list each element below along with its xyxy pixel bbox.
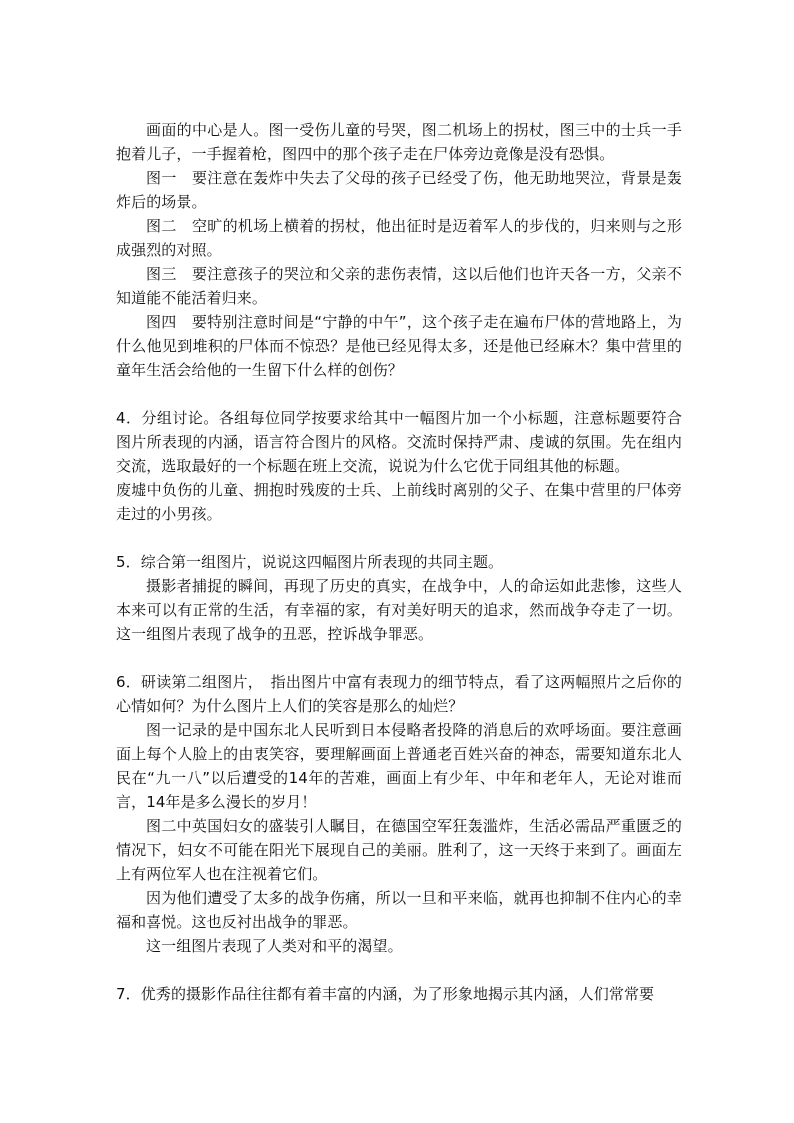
paragraph-question-4: 4．分组讨论。各组每位同学按要求给其中一幅图片加一个小标题，注意标题要符合图片所表现的内涵，语言符合图片的风格。交流时保持严肃、虔诚的氛围。先在组内交流，选取最好的一个标题在班上交流，说说为什么它优于同组其他的标题。 [116, 409, 682, 475]
paragraph-answer-6-figure-2: 图二中英国妇女的盛装引人瞩目，在德国空军狂轰滥炸，生活必需品严重匮乏的情况下，妇女不可能在阳光下展现自己的美丽。胜利了，这一天终于来到了。画面左上有两位军人也在注视着它们。 [116, 817, 682, 883]
paragraph-question-5: 5．综合第一组图片，说说这四幅图片所表现的共同主题。 [116, 553, 504, 571]
paragraph-question-7: 7．优秀的摄影作品往往都有着丰富的内涵，为了形象地揭示其内涵，人们常常要 [116, 985, 655, 1003]
paragraph-figure-1: 图一 要注意在轰炸中失去了父母的孩子已经受了伤，他无助地哭泣，背景是轰炸后的场景。 [116, 169, 682, 211]
paragraph-answer-5: 摄影者捕捉的瞬间，再现了历史的真实，在战争中，人的命运如此悲惨，这些人本来可以有正常的生活，有幸福的家，有对美好明天的追求，然而战争夺走了一切。这一组图片表现了战争的丑恶，控诉战争罪恶。 [116, 577, 682, 643]
paragraph-gap [116, 526, 682, 550]
paragraph-figure-4: 图四 要特别注意时间是“宁静的中午”，这个孩子走在遍布尸体的营地路上，为什么他见到堆积的尸体而不惊恐？是他已经见得太多，还是他已经麻木？集中营里的童年生活会给他的一生留下什么样的创伤？ [116, 313, 682, 379]
paragraph-question-6: 6．研读第二组图片， 指出图片中富有表现力的细节特点，看了这两幅照片之后你的心情如何？为什么图片上人们的笑容是那么的灿烂？ [116, 673, 682, 715]
document-body [116, 118, 682, 1006]
paragraph-answer-4: 废墟中负伤的儿童、拥抱时残废的士兵、上前线时离别的父子、在集中营里的尸体旁走过的小男孩。 [116, 481, 682, 523]
paragraph-answer-6-reason: 因为他们遭受了太多的战争伤痛，所以一旦和平来临，就再也抑制不住内心的幸福和喜悦。这也反衬出战争的罪恶。 [116, 889, 682, 931]
paragraph-gap [116, 382, 682, 406]
paragraph-intro: 画面的中心是人。图一受伤儿童的号哭，图二机场上的拐杖，图三中的士兵一手抱着儿子，一手握着枪，图四中的那个孩子走在尸体旁边竟像是没有恐惧。 [116, 121, 682, 163]
paragraph-answer-6-figure-1: 图一记录的是中国东北人民听到日本侵略者投降的消息后的欢呼场面。要注意画面上每个人脸上的由衷笑容，要理解画面上普通老百姓兴奋的神态，需要知道东北人民在“九一八”以后遭受的14年的苦难，画面上有少年、中年和老年人，无论对谁而言，14年是多么漫长的岁月！ [116, 721, 682, 811]
paragraph-answer-6-summary: 这一组图片表现了人类对和平的渴望。 [146, 937, 403, 955]
paragraph-gap [116, 646, 682, 670]
paragraph-figure-2: 图二 空旷的机场上横着的拐杖，他出征时是迈着军人的步伐的，归来则与之形成强烈的对照。 [116, 217, 682, 259]
paragraph-figure-3: 图三 要注意孩子的哭泣和父亲的悲伤表情，这以后他们也许天各一方，父亲不知道能不能活着归来。 [116, 265, 682, 307]
paragraph-gap [116, 958, 682, 982]
